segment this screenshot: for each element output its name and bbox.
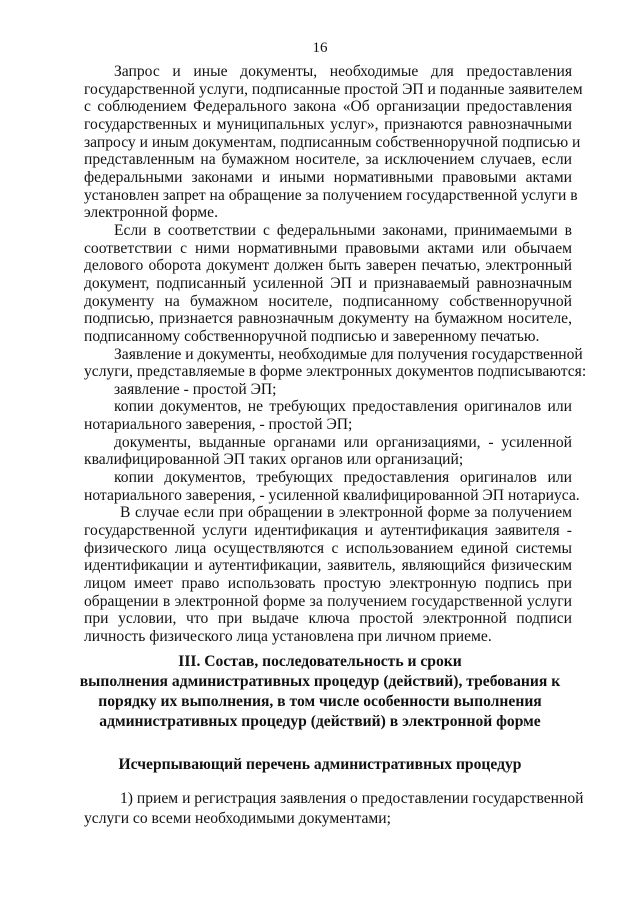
body-line: документу на бумажном носителе, подписанному собственноручной [84, 292, 572, 310]
body-line: установлен запрет на обращение за получением государственной услуги в [84, 186, 578, 204]
body-line: государственной услуги, подписанные простой ЭП и поданные заявителем [84, 80, 583, 98]
body-line: нотариального заверения, - усиленной квалифицированной ЭП нотариуса. [84, 486, 580, 504]
list-item-line: услуги со всеми необходимыми документами; [84, 810, 391, 827]
body-line: Если в соответствии с федеральными законами, принимаемыми в [114, 221, 572, 239]
body-line: государственных и муниципальных услуг», признаются равнозначными [84, 115, 572, 133]
section-heading-line: административных процедур (действий) в электронной форме [99, 713, 541, 730]
body-line: Запрос и иные документы, необходимые для предоставления [114, 63, 572, 80]
body-line: документ, подписанный усиленной ЭП и признаваемый равнозначным [84, 274, 572, 292]
body-line: Заявление и документы, необходимые для получения государственной [114, 345, 583, 363]
body-line: квалифицированной ЭП таких органов или организаций; [84, 451, 464, 469]
subheading: Исчерпывающий перечень административных процедур [118, 756, 522, 773]
body-line: услуги, представляемые в форме электронных документов подписываются: [84, 363, 587, 381]
body-line: копии документов, не требующих предоставления оригиналов или [114, 398, 572, 416]
body-line: представленным на бумажном носителе, за исключением случаев, если [84, 151, 572, 169]
body-line: заявление - простой ЭП; [114, 380, 277, 398]
body-line: государственной услуги идентификация и аутентификация заявителя - [84, 522, 572, 540]
section-heading-line: выполнения административных процедур (действий), требования к [79, 673, 561, 690]
body-line: электронной форме. [84, 204, 218, 222]
body-line: подписью, признается равнозначным документу на бумажном носителе, [84, 310, 572, 328]
section-heading-line: III. Состав, последовательность и сроки [178, 653, 462, 670]
body-line: В случае если при обращении в электронной форме за получением [120, 504, 572, 522]
list-item-line: 1) прием и регистрация заявления о предоставлении государственной [120, 790, 584, 807]
body-line: обращении в электронной форме за получением государственной услуги [84, 592, 572, 610]
body-line: запросу и иным документам, подписанным собственноручной подписью и [84, 133, 581, 151]
body-line: личность физического лица установлена при личном приеме. [84, 628, 492, 645]
body-line: делового оборота документ должен быть заверен печатью, электронный [84, 257, 572, 275]
body-line: с соблюдением Федерального закона «Об организации предоставления [84, 98, 572, 116]
body-line: копии документов, требующих предоставления оригиналов или [114, 469, 572, 487]
body-line: документы, выданные органами или организациями, - усиленной [114, 433, 572, 451]
body-line: при условии, что при выдаче ключа простой электронной подписи [84, 610, 572, 628]
body-line: нотариального заверения, - простой ЭП; [84, 416, 353, 434]
section-heading-line: порядку их выполнения, в том числе особенности выполнения [98, 693, 542, 710]
body-line: федеральными законами и иными нормативными правовыми актами [84, 168, 572, 186]
body-line: идентификации и аутентификации, заявитель, являющийся физическим [84, 557, 572, 575]
page-number: 16 [312, 40, 328, 56]
body-line: соответствии с ними нормативными правовыми актами или обычаем [84, 239, 572, 257]
body-line: лицом имеет право использовать простую электронную подпись при [84, 575, 572, 593]
body-line: физического лица осуществляются с использованием единой системы [84, 539, 572, 557]
body-line: подписанному собственноручной подписью и заверенному печатью. [84, 327, 540, 345]
